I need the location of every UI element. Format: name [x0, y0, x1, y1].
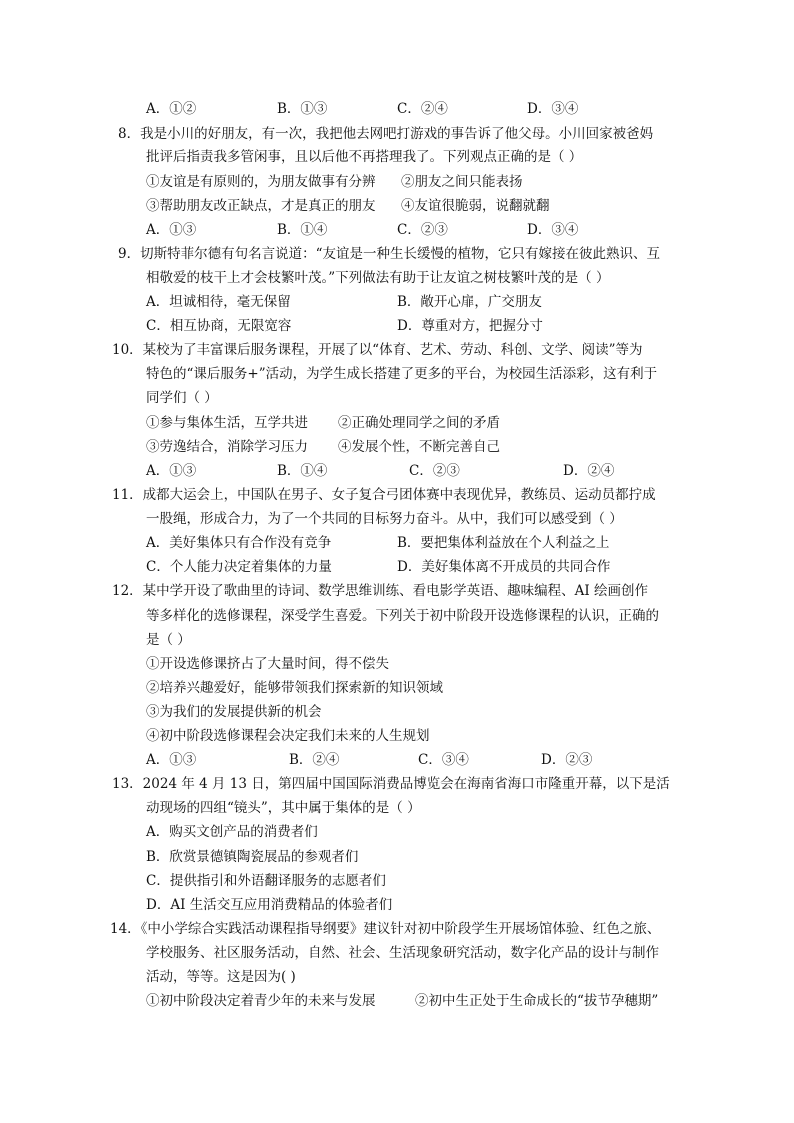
- text-line-3-1: 批评后指责我多管闲事，且以后他不再搭理我了。下列观点正确的是（ ）: [146, 149, 583, 165]
- text-line-15-2: ④发展个性，不断完善自己: [338, 439, 500, 455]
- text-line-7-1: 9．切斯特菲尔德有句名言说道：“友谊是一种生长缓慢的植物，它只有嫁接在彼此熟识、互: [118, 246, 660, 262]
- text-line-28-2: B．②④: [289, 752, 340, 768]
- text-line-8-1: 相敬爱的枝干上才会枝繁叶茂。”下列做法有助于让友谊之树枝繁叶茂的是（ ）: [146, 270, 610, 286]
- text-line-14-1: ①参与集体生活，互学共进: [146, 415, 308, 431]
- text-line-1-3: C．②④: [397, 101, 448, 117]
- text-line-26-1: ③为我们的发展提供新的机会: [146, 704, 322, 720]
- text-line-5-1: ③帮助朋友改正缺点，才是真正的朋友: [146, 198, 376, 214]
- text-line-34-1: D．AI 生活交互应用消费精品的体验者们: [146, 897, 393, 913]
- text-line-16-2: B．①④: [277, 463, 328, 479]
- text-line-35-1: 14．《中小学综合实践活动课程指导纲要》建议针对初中阶段学生开展场馆体验、红色之旅、: [110, 921, 661, 937]
- text-line-1-2: B．①③: [277, 101, 328, 117]
- text-line-9-2: B．敞开心扉，广交朋友: [397, 294, 542, 310]
- text-line-6-3: C．②③: [397, 222, 448, 238]
- text-line-4-1: ①友谊是有原则的，为朋友做事有分辨: [146, 174, 376, 190]
- text-line-5-2: ④友谊很脆弱，说翻就翻: [401, 198, 550, 214]
- text-line-16-4: D．②④: [563, 463, 615, 479]
- text-line-6-4: D．③④: [527, 222, 579, 238]
- text-line-38-1: ①初中阶段决定着青少年的未来与发展: [146, 993, 376, 1009]
- text-line-15-1: ③劳逸结合，消除学习压力: [146, 439, 308, 455]
- text-line-4-2: ②朋友之间只能表扬: [401, 174, 523, 190]
- text-line-28-1: A．①③: [146, 752, 197, 768]
- text-line-10-2: D．尊重对方，把握分寸: [397, 318, 543, 334]
- text-line-14-2: ②正确处理同学之间的矛盾: [338, 415, 500, 431]
- text-line-6-2: B．①④: [277, 222, 328, 238]
- text-line-12-1: 特色的“课后服务+”活动，为学生成长搭建了更多的平台，为校园生活添彩，这有利于: [146, 366, 658, 382]
- text-line-11-1: 10．某校为了丰富课后服务课程，开展了以“体育、艺术、劳动、科创、文学、阅读”等为: [112, 342, 643, 358]
- text-line-23-1: 是（ ）: [146, 632, 191, 648]
- text-line-24-1: ①开设选修课挤占了大量时间，得不偿失: [146, 656, 389, 672]
- text-line-16-3: C．②③: [409, 463, 460, 479]
- text-line-30-1: 动现场的四组“镜头”，其中属于集体的是（ ）: [146, 800, 421, 816]
- text-line-29-1: 13．2024 年 4 月 13 日，第四届中国国际消费品博览会在海南省海口市隆重开幕，以下是活: [112, 776, 670, 792]
- text-line-37-1: 活动，等等。这是因为( ): [146, 969, 296, 985]
- text-line-2-1: 8．我是小川的好朋友，有一次，我把他去网吧打游戏的事告诉了他父母。小川回家被爸妈: [118, 126, 654, 142]
- text-line-17-1: 11．成都大运会上，中国队在男子、女子复合弓团体赛中表现优异，教练员、运动员都拧成: [112, 487, 656, 503]
- text-line-18-1: 一股绳，形成合力，为了一个共同的目标努力奋斗。从中，我们可以感受到（ ）: [146, 511, 623, 527]
- text-line-33-1: C．提供指引和外语翻译服务的志愿者们: [146, 873, 386, 889]
- text-line-6-1: A．①③: [146, 222, 197, 238]
- text-line-28-4: D．②③: [541, 752, 593, 768]
- text-line-31-1: A．购买文创产品的消费者们: [146, 824, 318, 840]
- text-line-16-1: A．①③: [146, 463, 197, 479]
- text-line-9-1: A．坦诚相待，毫无保留: [146, 294, 291, 310]
- text-line-22-1: 等多样化的选修课程，深受学生喜爱。下列关于初中阶段开设选修课程的认识，正确的: [146, 608, 659, 624]
- text-line-19-2: B．要把集体利益放在个人利益之上: [397, 535, 610, 551]
- text-line-25-1: ②培养兴趣爱好，能够带领我们探索新的知识领域: [146, 680, 443, 696]
- text-line-1-1: A．①②: [146, 101, 197, 117]
- text-line-28-3: C．③④: [418, 752, 469, 768]
- text-line-21-1: 12．某中学开设了歌曲里的诗词、数学思维训练、看电影学英语、趣味编程、AI 绘画创作: [112, 583, 649, 599]
- text-line-32-1: B．欣赏景德镇陶瓷展品的参观者们: [146, 849, 359, 865]
- text-line-20-2: D．美好集体离不开成员的共同合作: [397, 559, 611, 575]
- text-line-19-1: A．美好集体只有合作没有竞争: [146, 535, 332, 551]
- text-line-38-2: ②初中生正处于生命成长的“拔节孕穗期”: [415, 993, 659, 1009]
- text-line-10-1: C．相互协商，无限宽容: [146, 318, 292, 334]
- text-line-36-1: 学校服务、社区服务活动，自然、社会、生活现象研究活动，数字化产品的设计与制作: [146, 945, 659, 961]
- text-line-1-4: D．③④: [527, 101, 579, 117]
- text-line-13-1: 同学们（ ）: [146, 390, 218, 406]
- text-line-27-1: ④初中阶段选修课程会决定我们未来的人生规划: [146, 728, 430, 744]
- text-line-20-1: C．个人能力决定着集体的力量: [146, 559, 332, 575]
